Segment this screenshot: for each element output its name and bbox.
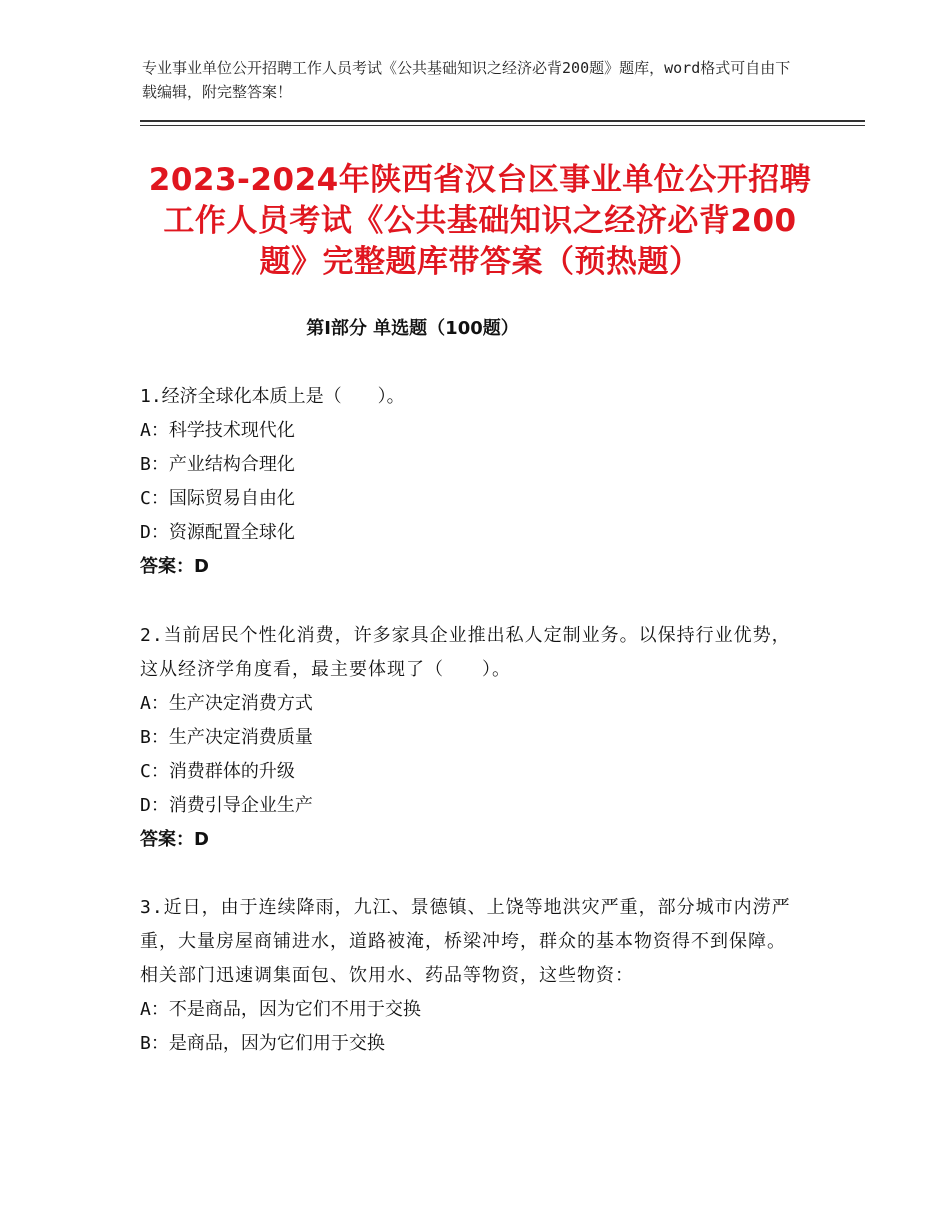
option-d: D：消费引导企业生产: [140, 795, 313, 816]
option-a: A：不是商品，因为它们不用于交换: [140, 999, 421, 1020]
option-a: A：科学技术现代化: [140, 420, 295, 441]
question-3: [140, 891, 800, 1061]
answer: 答案：D: [140, 556, 209, 577]
section-title: 第Ⅰ部分 单选题（100题）: [306, 318, 519, 339]
option-a: A：生产决定消费方式: [140, 693, 313, 714]
question-1: [140, 380, 800, 584]
option-b: B：是商品，因为它们用于交换: [140, 1033, 385, 1054]
option-b: B：产业结构合理化: [140, 454, 295, 475]
question-stem: 2.当前居民个性化消费，许多家具企业推出私人定制业务。以保持行业优势，这从经济学角度看，最主要体现了（ ）。: [140, 625, 791, 680]
header-rule-thin: [140, 125, 865, 126]
option-c: C：消费群体的升级: [140, 761, 295, 782]
header-note: 专业事业单位公开招聘工作人员考试《公共基础知识之经济必背200题》题库，word格式可自由下载编辑，附完整答案！: [142, 59, 791, 101]
question-stem: 1.经济全球化本质上是（ ）。: [140, 386, 405, 407]
document-title: 2023-2024年陕西省汉台区事业单位公开招聘工作人员考试《公共基础知识之经济必背200题》完整题库带答案（预热题）: [148, 162, 812, 280]
question-2: [140, 619, 800, 857]
answer: 答案：D: [140, 829, 209, 850]
option-d: D：资源配置全球化: [140, 522, 295, 543]
option-c: C：国际贸易自由化: [140, 488, 295, 509]
option-b: B：生产决定消费质量: [140, 727, 313, 748]
header-rule-thick: [140, 120, 865, 122]
question-stem: 3.近日，由于连续降雨，九江、景德镇、上饶等地洪灾严重，部分城市内涝严重，大量房屋商铺进水，道路被淹，桥梁冲垮，群众的基本物资得不到保障。相关部门迅速调集面包、饮用水、药品等物资，这些物资：: [140, 897, 791, 986]
